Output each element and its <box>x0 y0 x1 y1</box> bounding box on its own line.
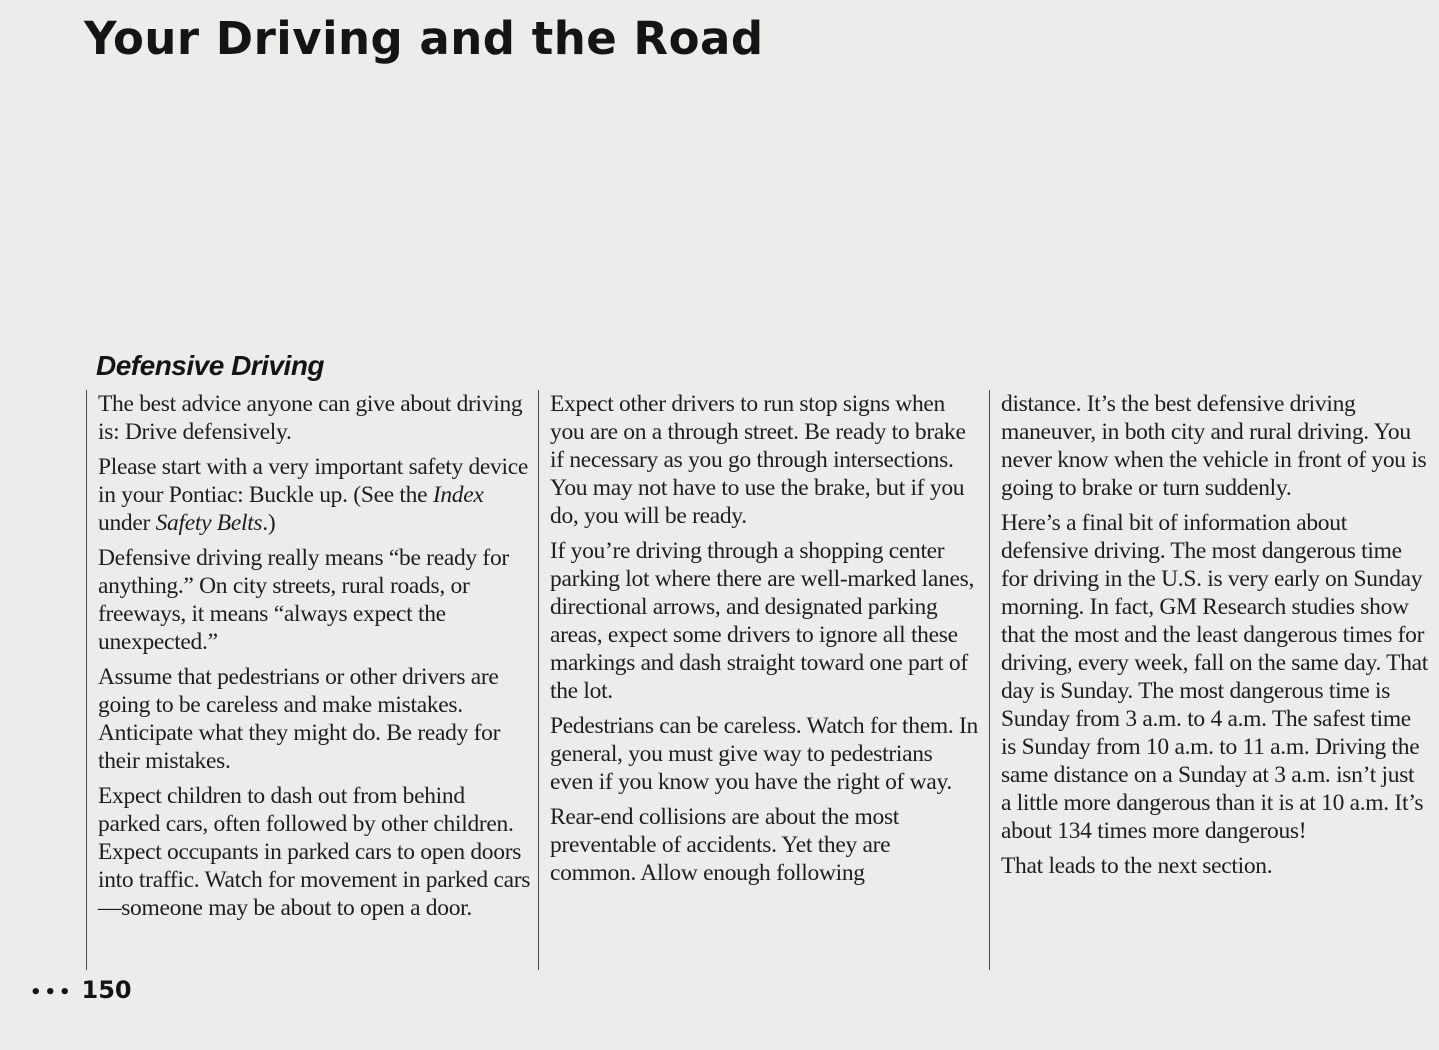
index-reference: Index <box>432 482 484 508</box>
paragraph: If you’re driving through a shopping center parking lot where there are well-marked lanes, directional arrows, and designated parking areas, expect some drivers to ignore all these markings and dash straight toward one part of the lot. <box>550 538 975 704</box>
paragraph: Pedestrians can be careless. Watch for them. In general, you must give way to pedestrians even if you know you have the right of way. <box>550 713 978 795</box>
paragraph: Here’s a final bit of information about defensive driving. The most dangerous time for driving in the U.S. is very early on Sunday morning. In fact, GM Research studies show that the most and the least dangerous times for driving, every week, fall on the same day. That day is Sunday. The most dangerous time is Sunday from 3 a.m. to 4 a.m. The safest time is Sunday from 10 a.m. to 11 a.m. Driving the same distance on a Sunday at 3 a.m. isn’t just a little more dangerous than it is at 10 a.m. It’s about 134 times more dangerous! <box>1001 510 1429 844</box>
page-dots-decoration: ••• <box>30 982 74 1003</box>
paragraph-text: .) <box>262 510 276 536</box>
text-column-2 <box>538 390 978 970</box>
paragraph: The best advice anyone can give about driving is: Drive defensively. <box>98 391 523 445</box>
page-number: 150 <box>81 976 132 1004</box>
section-heading: Defensive Driving <box>96 350 325 381</box>
paragraph: Expect other drivers to run stop signs when you are on a through street. Be ready to brake if necessary as you go through intersections. You may not have to use the brake, but if you do, you will be ready. <box>550 391 966 529</box>
text-column-1 <box>86 390 532 970</box>
paragraph: Rear-end collisions are about the most preventable of accidents. Yet they are common. Allow enough following <box>550 804 900 886</box>
paragraph: Assume that pedestrians or other drivers are going to be careless and make mistakes. Anticipate what they might do. Be ready for their mistakes. <box>98 664 501 774</box>
page-title: Your Driving and the Road <box>84 12 764 65</box>
paragraph: That leads to the next section. <box>1001 853 1273 879</box>
paragraph: distance. It’s the best defensive driving maneuver, in both city and rural driving. You never know when the vehicle in front of you is going to brake or turn suddenly. <box>1001 391 1427 501</box>
paragraph-safety-device <box>98 453 532 537</box>
paragraph-text: under <box>98 510 156 536</box>
page-footer <box>30 976 132 1004</box>
text-column-3 <box>989 390 1429 970</box>
paragraph-text: Please start with a very important safety device in your Pontiac: Buckle up. (See the <box>98 454 528 508</box>
paragraph: Expect children to dash out from behind parked cars, often followed by other children. Expect occupants in parked cars to open doors into traffic. Watch for movement in parked cars—someone may be about to open a door. <box>98 783 531 921</box>
paragraph: Defensive driving really means “be ready for anything.” On city streets, rural roads, or freeways, it means “always expect the unexpected.” <box>98 545 509 655</box>
safety-belts-reference: Safety Belts <box>155 510 263 536</box>
